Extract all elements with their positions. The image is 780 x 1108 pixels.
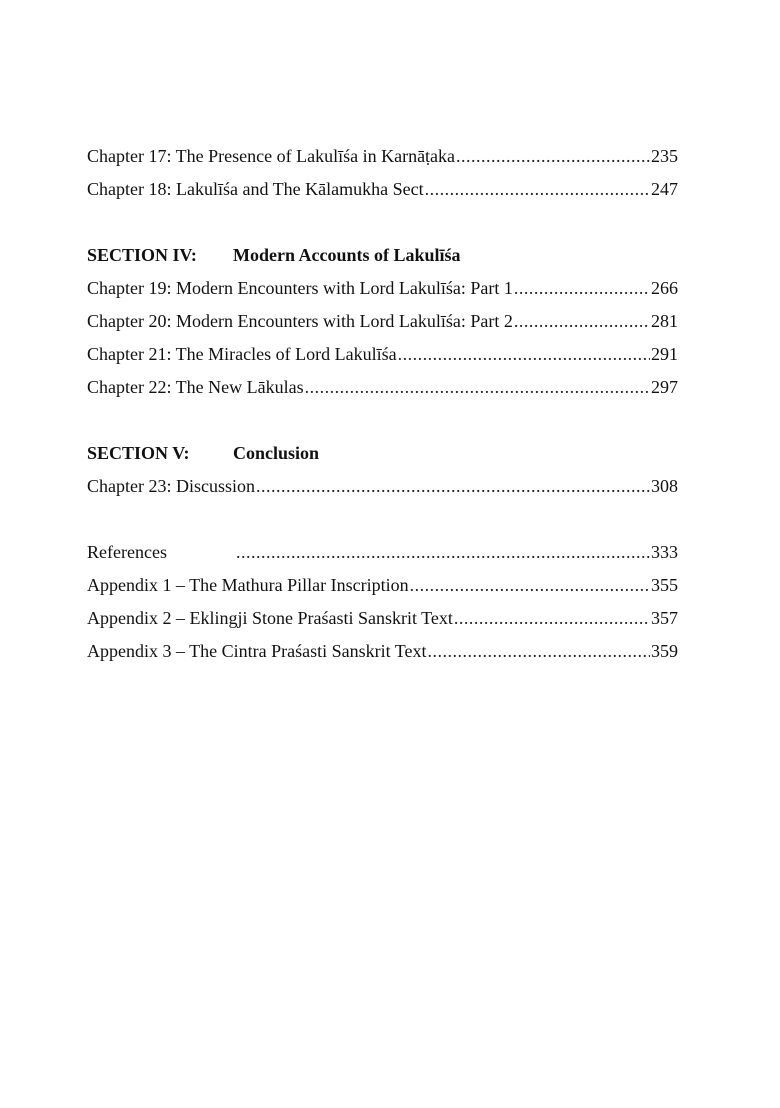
spacer [87, 206, 678, 239]
section-label: SECTION IV: [87, 245, 197, 265]
toc-entry-title: Chapter 19: Modern Encounters with Lord Lakulīśa: Part 1 [87, 278, 513, 298]
dot-leader [398, 338, 650, 371]
toc-entry-title: Chapter 22: The New Lākulas [87, 377, 304, 397]
table-of-contents [87, 140, 678, 668]
dot-leader [428, 635, 650, 668]
toc-entry-title: Appendix 3 – The Cintra Praśasti Sanskrit Text [87, 641, 427, 661]
dot-leader [305, 371, 650, 404]
spacer [87, 404, 678, 437]
toc-entry-title: Appendix 2 – Eklingji Stone Praśasti Sanskrit Text [87, 608, 453, 628]
toc-entry-page: 355 [651, 575, 678, 595]
toc-entry-title: References [87, 542, 167, 562]
toc-entry-chapter-22[interactable] [87, 371, 678, 404]
toc-entry-title: Chapter 20: Modern Encounters with Lord Lakulīśa: Part 2 [87, 311, 513, 331]
toc-entry-page: 281 [651, 311, 678, 331]
toc-entry-chapter-23[interactable] [87, 470, 678, 503]
toc-entry-chapter-20[interactable] [87, 305, 678, 338]
toc-entry-page: 247 [651, 179, 678, 199]
dot-leader [514, 272, 650, 305]
dot-leader [514, 305, 650, 338]
toc-entry-page: 333 [651, 542, 678, 562]
dot-leader [456, 140, 650, 173]
dot-leader [236, 536, 650, 569]
toc-entry-title: Chapter 23: Discussion [87, 476, 255, 496]
section-title: Conclusion [233, 443, 320, 463]
toc-entry-references[interactable] [87, 536, 678, 569]
toc-entry-chapter-18[interactable] [87, 173, 678, 206]
section-title: Modern Accounts of Lakulīśa [233, 245, 461, 265]
section-label: SECTION V: [87, 443, 190, 463]
section-heading-v [87, 437, 678, 470]
dot-leader [454, 602, 650, 635]
toc-entry-page: 266 [651, 278, 678, 298]
toc-entry-page: 297 [651, 377, 678, 397]
toc-entry-title: Chapter 17: The Presence of Lakulīśa in Karnāṭaka [87, 146, 456, 166]
toc-entry-page: 235 [651, 146, 678, 166]
toc-entry-title: Chapter 21: The Miracles of Lord Lakulīśa [87, 344, 397, 364]
toc-entry-appendix-1[interactable] [87, 569, 678, 602]
spacer [87, 503, 678, 536]
section-heading-iv [87, 239, 678, 272]
toc-entry-chapter-21[interactable] [87, 338, 678, 371]
toc-entry-chapter-17[interactable] [87, 140, 678, 173]
dot-leader [410, 569, 650, 602]
toc-entry-title: Chapter 18: Lakulīśa and The Kālamukha Sect [87, 179, 424, 199]
toc-entry-page: 359 [651, 641, 678, 661]
toc-entry-appendix-2[interactable] [87, 602, 678, 635]
toc-entry-page: 308 [651, 476, 678, 496]
toc-entry-page: 291 [651, 344, 678, 364]
toc-entry-page: 357 [651, 608, 678, 628]
toc-entry-appendix-3[interactable] [87, 635, 678, 668]
dot-leader [256, 470, 650, 503]
dot-leader [425, 173, 650, 206]
toc-entry-title: Appendix 1 – The Mathura Pillar Inscription [87, 575, 409, 595]
toc-entry-chapter-19[interactable] [87, 272, 678, 305]
